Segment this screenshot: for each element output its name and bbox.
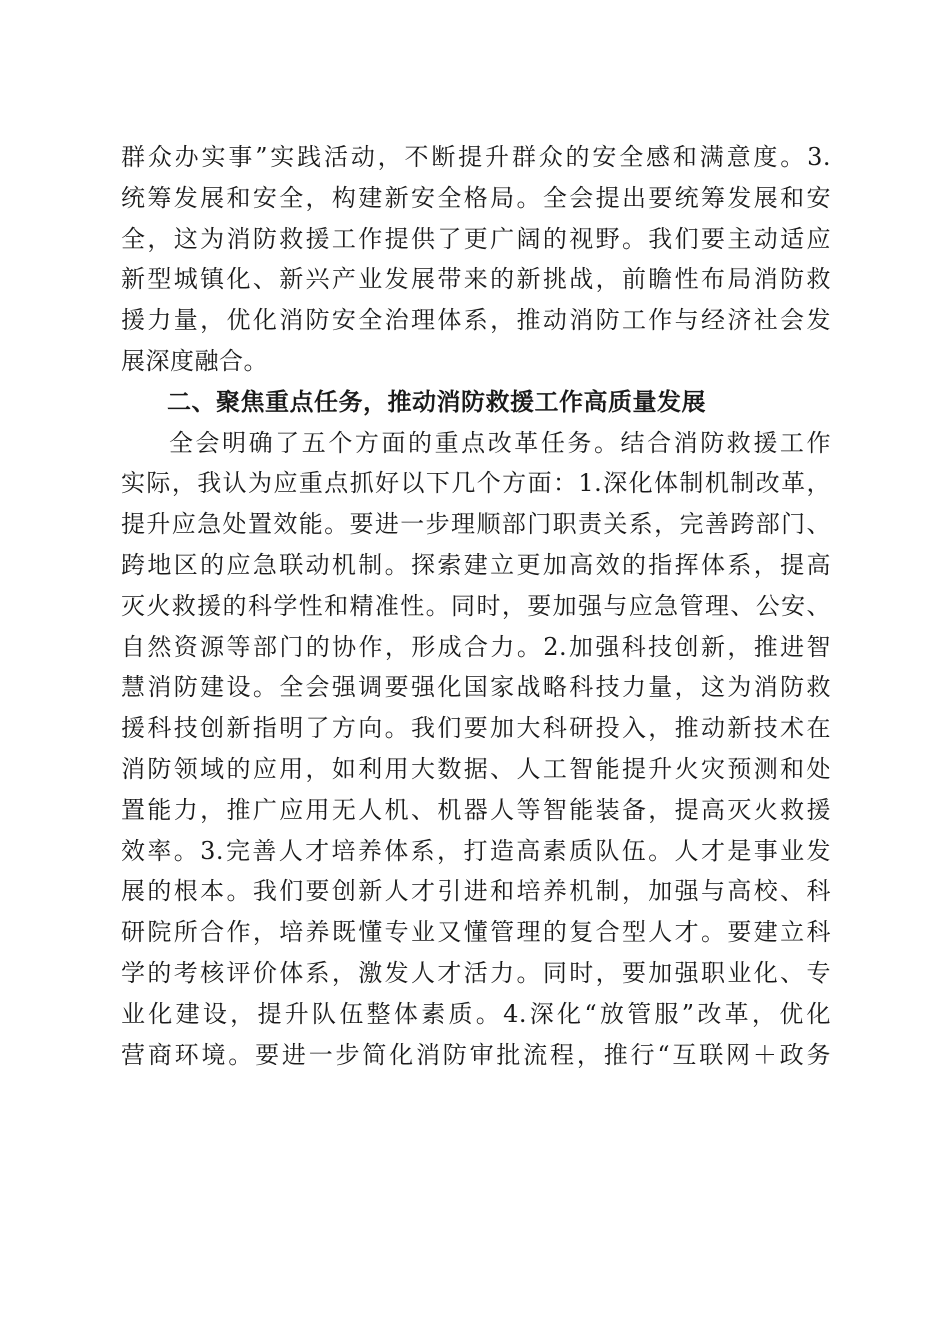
paragraph-2-line-12: 展的根本。我们要创新人才引进和培养机制，加强与高校、科 xyxy=(121,877,831,906)
paragraph-2-line-4: 跨地区的应急联动机制。探索建立更加高效的指挥体系，提高 xyxy=(121,550,831,579)
paragraph-2-line-9: 消防领域的应用，如利用大数据、人工智能提升火灾预测和处 xyxy=(121,754,831,783)
paragraph-2-line-8: 援科技创新指明了方向。我们要加大科研投入，推动新技术在 xyxy=(121,714,831,743)
paragraph-2-line-14: 学的考核评价体系，激发人才活力。同时，要加强职业化、专 xyxy=(121,958,831,987)
paragraph-2-line-7: 慧消防建设。全会强调要强化国家战略科技力量，这为消防救 xyxy=(121,673,831,702)
document-body xyxy=(121,137,831,1075)
paragraph-2-line-1: 全会明确了五个方面的重点改革任务。结合消防救援工作 xyxy=(169,428,831,457)
paragraph-1-line-3: 全，这为消防救援工作提供了更广阔的视野。我们要主动适应 xyxy=(121,224,831,253)
paragraph-1-line-4: 新型城镇化、新兴产业发展带来的新挑战，前瞻性布局消防救 xyxy=(121,265,831,294)
paragraph-2-line-5: 灭火救援的科学性和精准性。同时，要加强与应急管理、公安、 xyxy=(121,591,831,620)
paragraph-2-line-3: 提升应急处置效能。要进一步理顺部门职责关系，完善跨部门、 xyxy=(121,510,831,539)
paragraph-1-line-5: 援力量，优化消防安全治理体系，推动消防工作与经济社会发 xyxy=(121,306,831,335)
paragraph-2-line-10: 置能力，推广应用无人机、机器人等智能装备，提高灭火救援 xyxy=(121,795,831,824)
paragraph-2-line-13: 研院所合作，培养既懂专业又懂管理的复合型人才。要建立科 xyxy=(121,918,831,947)
paragraph-1-line-2: 统筹发展和安全，构建新安全格局。全会提出要统筹发展和安 xyxy=(121,183,831,212)
paragraph-1-line-1: 群众办实事”实践活动，不断提升群众的安全感和满意度。3. xyxy=(121,143,831,171)
paragraph-2-line-6: 自然资源等部门的协作，形成合力。2.加强科技创新，推进智 xyxy=(121,632,831,661)
paragraph-2-line-11: 效率。3.完善人才培养体系，打造高素质队伍。人才是事业发 xyxy=(121,836,831,865)
paragraph-1-line-6: 展深度融合。 xyxy=(121,346,268,375)
paragraph-2-line-2: 实际，我认为应重点抓好以下几个方面：1.深化体制机制改革， xyxy=(121,469,831,498)
section-heading: 二、聚焦重点任务，推动消防救援工作高质量发展 xyxy=(167,387,706,416)
paragraph-2-line-16: 营商环境。要进一步简化消防审批流程，推行“互联网＋政务 xyxy=(121,1040,831,1069)
paragraph-2-line-15: 业化建设，提升队伍整体素质。4.深化“放管服”改革，优化 xyxy=(121,999,831,1028)
